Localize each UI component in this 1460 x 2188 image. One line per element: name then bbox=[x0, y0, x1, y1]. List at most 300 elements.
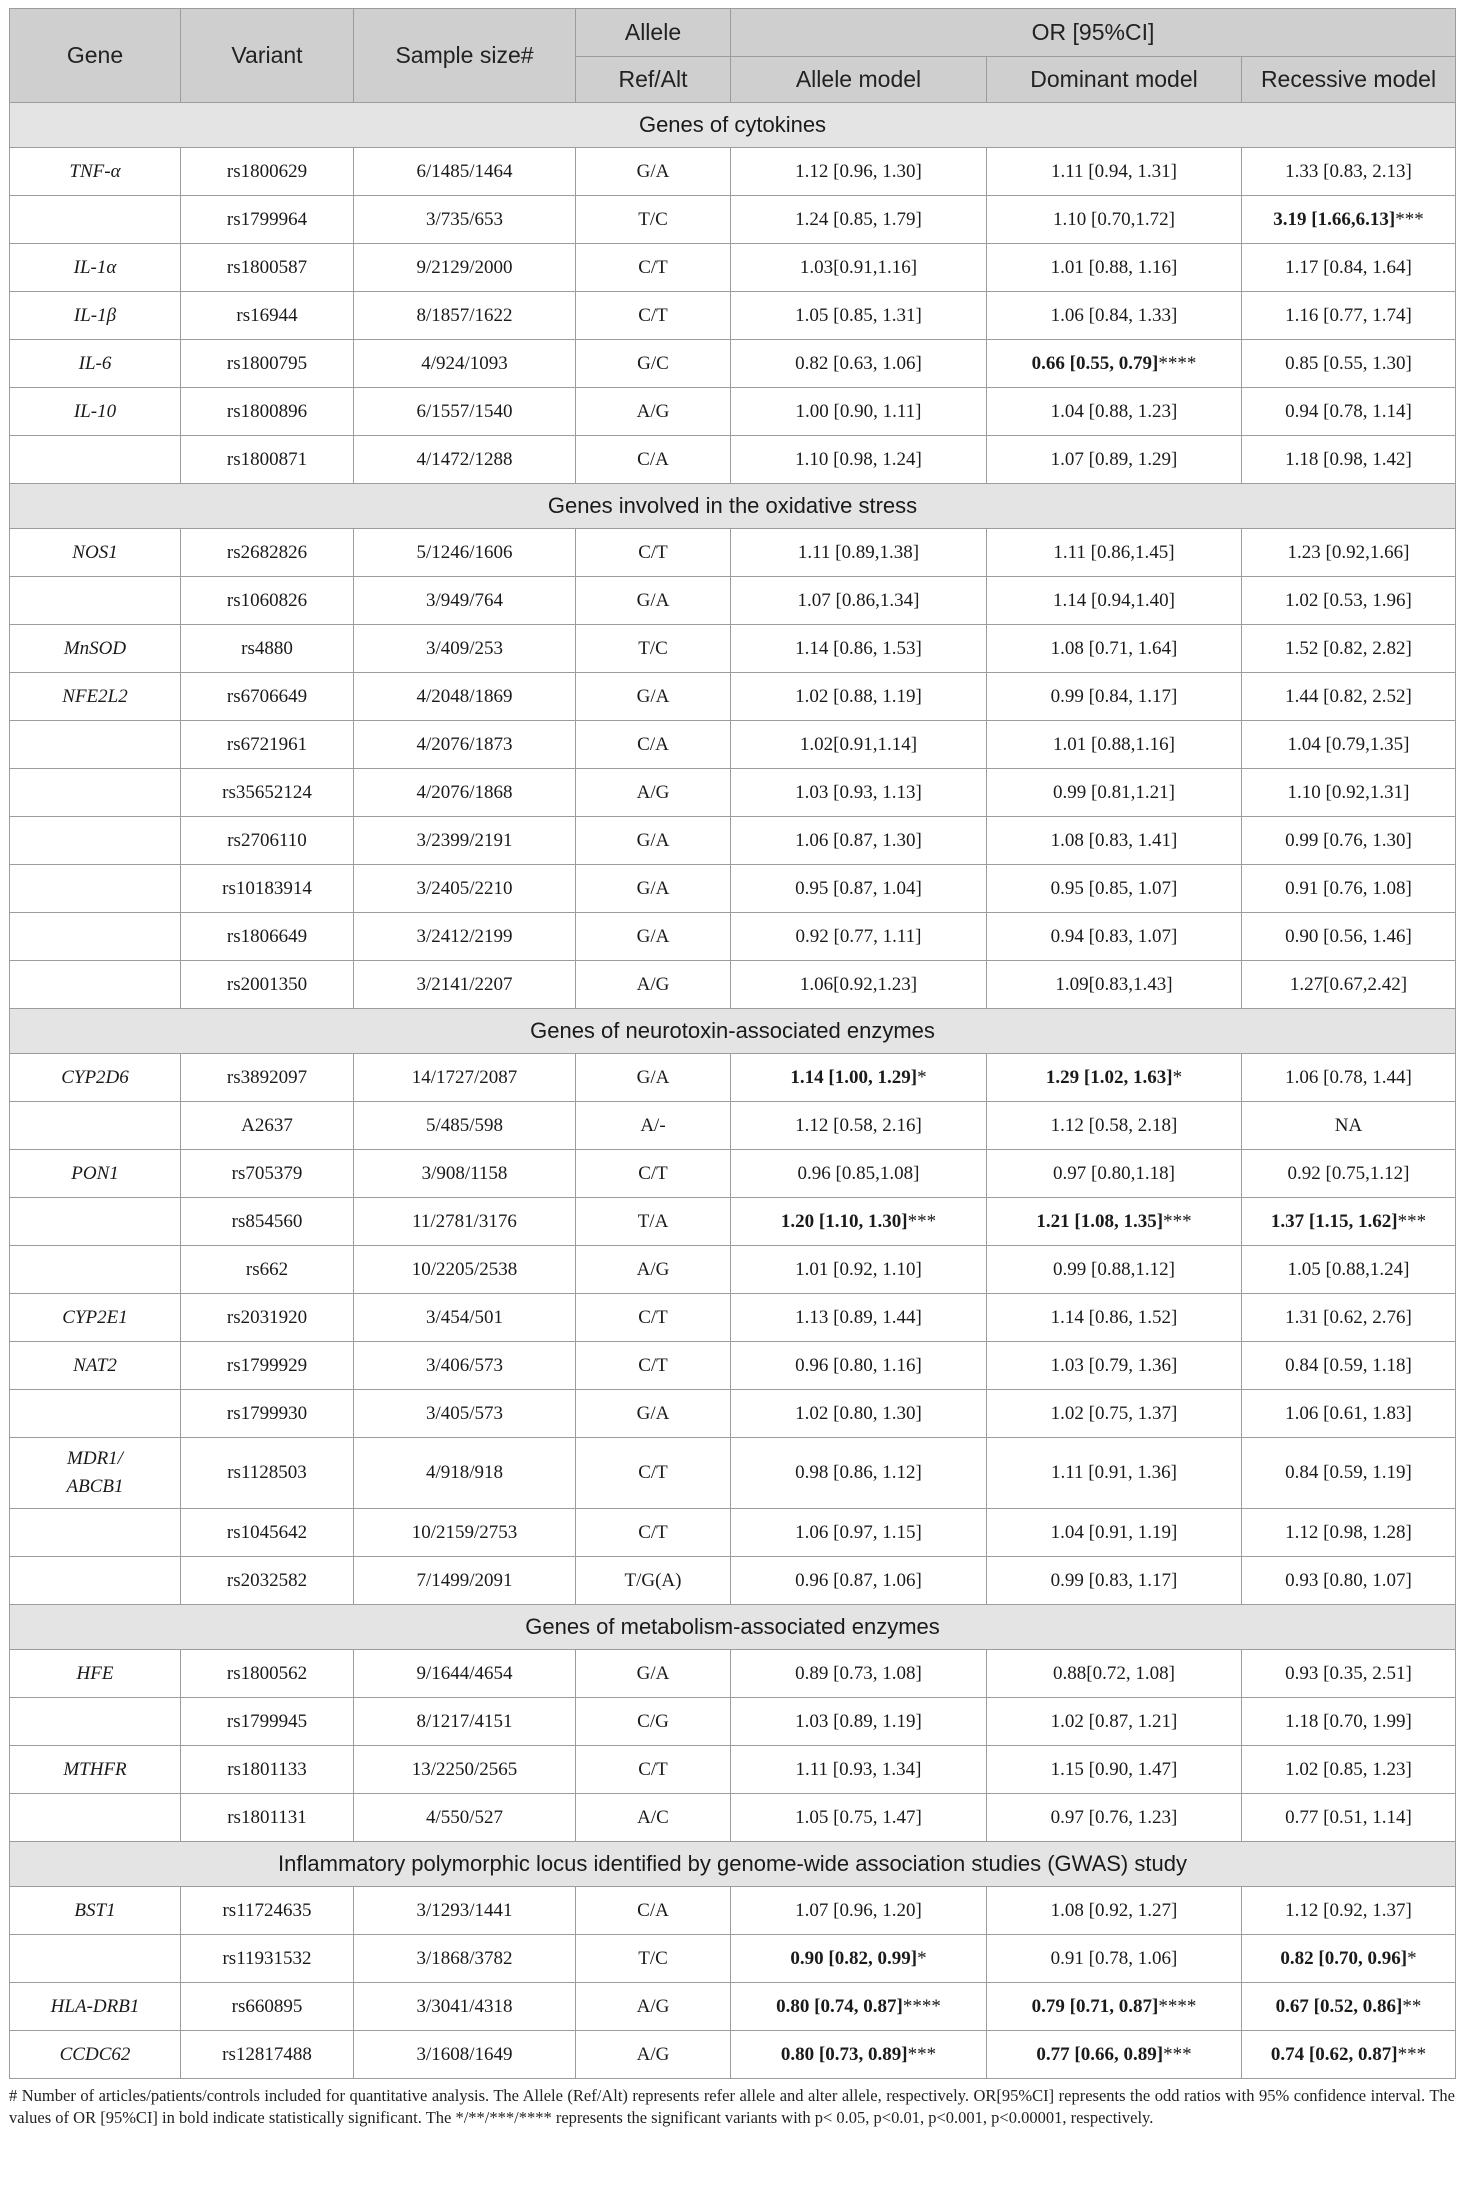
allele-model-value: 1.11 [0.89,1.38] bbox=[797, 541, 920, 563]
section-header-row bbox=[10, 103, 1456, 148]
dominant-model-value: 1.07 [0.89, 1.29] bbox=[1050, 448, 1178, 470]
recessive-model-cell bbox=[1242, 436, 1456, 484]
allele-model-value: 0.96 [0.80, 1.16] bbox=[795, 1354, 922, 1376]
recessive-model-cell bbox=[1242, 340, 1456, 388]
dominant-model-cell bbox=[987, 1935, 1242, 1983]
dominant-model-significance-stars: * bbox=[1172, 1066, 1183, 1088]
recessive-model-cell bbox=[1242, 721, 1456, 769]
allele-cell: G/A bbox=[576, 148, 731, 196]
allele-model-value: 1.03 [0.93, 1.13] bbox=[795, 781, 922, 803]
variant-cell: rs11724635 bbox=[181, 1887, 354, 1935]
recessive-model-cell bbox=[1242, 1557, 1456, 1605]
dominant-model-cell bbox=[987, 1509, 1242, 1557]
recessive-model-cell bbox=[1242, 388, 1456, 436]
recessive-model-value: 1.52 [0.82, 2.82] bbox=[1285, 637, 1412, 659]
allele-model-cell bbox=[731, 1698, 987, 1746]
gene-name: CYP2D6 bbox=[61, 1066, 129, 1088]
variant-cell: rs4880 bbox=[181, 625, 354, 673]
allele-cell: C/G bbox=[576, 1698, 731, 1746]
allele-model-cell bbox=[731, 1650, 987, 1698]
gene-cell bbox=[10, 196, 181, 244]
allele-model-cell bbox=[731, 1509, 987, 1557]
recessive-model-cell bbox=[1242, 577, 1456, 625]
recessive-model-cell bbox=[1242, 865, 1456, 913]
allele-model-significance-stars: * bbox=[917, 1947, 927, 1969]
table-container bbox=[9, 8, 1455, 2129]
dominant-model-cell bbox=[987, 1246, 1242, 1294]
allele-cell: T/A bbox=[576, 1198, 731, 1246]
variant-cell: rs660895 bbox=[181, 1983, 354, 2031]
allele-model-significant-value: 0.80 [0.74, 0.87] bbox=[776, 1995, 903, 2017]
recessive-model-value: 1.27[0.67,2.42] bbox=[1289, 973, 1408, 995]
dominant-model-value: 1.02 [0.87, 1.21] bbox=[1050, 1710, 1178, 1732]
dominant-model-cell bbox=[987, 1342, 1242, 1390]
header-ref-alt: Ref/Alt bbox=[576, 57, 731, 103]
variant-cell: rs1801133 bbox=[181, 1746, 354, 1794]
sample-size-cell: 3/735/653 bbox=[354, 196, 576, 244]
gene-cell bbox=[10, 388, 181, 436]
gene-name: PON1 bbox=[71, 1162, 119, 1184]
dominant-model-value: 1.01 [0.88,1.16] bbox=[1053, 733, 1175, 755]
allele-model-value: 1.07 [0.86,1.34] bbox=[797, 589, 920, 611]
sample-size-cell: 10/2159/2753 bbox=[354, 1509, 576, 1557]
table-row bbox=[10, 529, 1456, 577]
table-row bbox=[10, 1509, 1456, 1557]
gene-cell bbox=[10, 340, 181, 388]
allele-model-cell bbox=[731, 673, 987, 721]
recessive-model-cell bbox=[1242, 1246, 1456, 1294]
table-row bbox=[10, 817, 1456, 865]
table-row bbox=[10, 1746, 1456, 1794]
dominant-model-value: 1.02 [0.75, 1.37] bbox=[1050, 1402, 1178, 1424]
allele-model-cell bbox=[731, 1102, 987, 1150]
gene-name: NFE2L2 bbox=[62, 685, 128, 707]
table-footnote: # Number of articles/patients/controls included for quantitative analysis. The Allele (Ref/Alt) represents refer allele and alter allele, respectively. OR[95%CI] represents the odd ratios with 95% confidence interval. The values of OR [95%CI] in bold indicate statistically significant. The */**/***/**** represents the significant variants with p< 0.05, p<0.01, p<0.001, p<0.00001, respectively. bbox=[9, 2086, 1455, 2127]
recessive-model-cell bbox=[1242, 196, 1456, 244]
table-row bbox=[10, 1054, 1456, 1102]
dominant-model-value: 0.97 [0.80,1.18] bbox=[1053, 1162, 1175, 1184]
variant-cell: rs1128503 bbox=[181, 1438, 354, 1509]
gene-cell bbox=[10, 1794, 181, 1842]
table-row bbox=[10, 196, 1456, 244]
header-allele: Allele bbox=[576, 9, 731, 57]
allele-model-value: 0.92 [0.77, 1.11] bbox=[795, 925, 922, 947]
gene-cell bbox=[10, 1650, 181, 1698]
recessive-model-cell bbox=[1242, 1150, 1456, 1198]
recessive-model-cell bbox=[1242, 769, 1456, 817]
table-row bbox=[10, 1150, 1456, 1198]
allele-model-value: 1.06 [0.97, 1.15] bbox=[795, 1521, 922, 1543]
allele-model-value: 1.03 [0.89, 1.19] bbox=[795, 1710, 922, 1732]
allele-model-cell bbox=[731, 1983, 987, 2031]
table-row bbox=[10, 1983, 1456, 2031]
dominant-model-value: 0.99 [0.81,1.21] bbox=[1053, 781, 1175, 803]
table-row bbox=[10, 1650, 1456, 1698]
allele-cell: A/C bbox=[576, 1794, 731, 1842]
allele-cell: G/A bbox=[576, 673, 731, 721]
dominant-model-value: 1.10 [0.70,1.72] bbox=[1053, 208, 1175, 230]
variant-cell: rs1799964 bbox=[181, 196, 354, 244]
recessive-model-value: 0.99 [0.76, 1.30] bbox=[1285, 829, 1412, 851]
table-row bbox=[10, 1438, 1456, 1509]
dominant-model-value: 1.14 [0.94,1.40] bbox=[1053, 589, 1175, 611]
sample-size-cell: 6/1557/1540 bbox=[354, 388, 576, 436]
allele-cell: C/A bbox=[576, 721, 731, 769]
recessive-model-value: 1.02 [0.85, 1.23] bbox=[1285, 1758, 1412, 1780]
recessive-model-cell bbox=[1242, 625, 1456, 673]
table-row bbox=[10, 1390, 1456, 1438]
header-dominant-model: Dominant model bbox=[987, 57, 1242, 103]
allele-model-cell bbox=[731, 529, 987, 577]
recessive-model-significance-stars: *** bbox=[1397, 2043, 1427, 2065]
dominant-model-cell bbox=[987, 1438, 1242, 1509]
table-row bbox=[10, 388, 1456, 436]
sample-size-cell: 8/1217/4151 bbox=[354, 1698, 576, 1746]
recessive-model-significance-stars: ** bbox=[1402, 1995, 1422, 2017]
table-row bbox=[10, 292, 1456, 340]
allele-model-cell bbox=[731, 1054, 987, 1102]
sample-size-cell: 11/2781/3176 bbox=[354, 1198, 576, 1246]
table-row bbox=[10, 1794, 1456, 1842]
section-header-row bbox=[10, 1842, 1456, 1887]
section-header-row bbox=[10, 484, 1456, 529]
dominant-model-value: 1.08 [0.92, 1.27] bbox=[1050, 1899, 1178, 1921]
gene-name: BST1 bbox=[74, 1899, 116, 1921]
sample-size-cell: 14/1727/2087 bbox=[354, 1054, 576, 1102]
variant-cell: rs10183914 bbox=[181, 865, 354, 913]
table-row bbox=[10, 1294, 1456, 1342]
table-row bbox=[10, 1198, 1456, 1246]
recessive-model-cell bbox=[1242, 1983, 1456, 2031]
recessive-model-cell bbox=[1242, 913, 1456, 961]
allele-model-significance-stars: * bbox=[917, 1066, 927, 1088]
variant-cell: rs662 bbox=[181, 1246, 354, 1294]
table-row bbox=[10, 721, 1456, 769]
sample-size-cell: 10/2205/2538 bbox=[354, 1246, 576, 1294]
sample-size-cell: 8/1857/1622 bbox=[354, 292, 576, 340]
dominant-model-cell bbox=[987, 673, 1242, 721]
allele-cell: C/T bbox=[576, 1746, 731, 1794]
gene-cell bbox=[10, 1698, 181, 1746]
allele-cell: G/C bbox=[576, 340, 731, 388]
recessive-model-significance-stars: *** bbox=[1397, 1210, 1427, 1232]
gene-name: CYP2E1 bbox=[62, 1306, 128, 1328]
dominant-model-cell bbox=[987, 1054, 1242, 1102]
allele-model-cell bbox=[731, 721, 987, 769]
allele-model-cell bbox=[731, 1438, 987, 1509]
variant-cell: rs1799945 bbox=[181, 1698, 354, 1746]
gene-name-line2: ABCB1 bbox=[66, 1476, 124, 1497]
recessive-model-significant-value: 0.74 [0.62, 0.87] bbox=[1270, 2043, 1398, 2065]
dominant-model-cell bbox=[987, 1650, 1242, 1698]
dominant-model-value: 1.15 [0.90, 1.47] bbox=[1050, 1758, 1178, 1780]
recessive-model-value: 0.77 [0.51, 1.14] bbox=[1285, 1806, 1412, 1828]
table-body bbox=[10, 103, 1456, 2079]
allele-model-cell bbox=[731, 2031, 987, 2079]
recessive-model-cell bbox=[1242, 1746, 1456, 1794]
recessive-model-value: NA bbox=[1334, 1114, 1363, 1136]
dominant-model-value: 1.11 [0.91, 1.36] bbox=[1051, 1462, 1177, 1483]
allele-model-value: 1.00 [0.90, 1.11] bbox=[795, 400, 922, 422]
dominant-model-cell bbox=[987, 1983, 1242, 2031]
gene-cell bbox=[10, 1294, 181, 1342]
dominant-model-cell bbox=[987, 1150, 1242, 1198]
allele-model-cell bbox=[731, 1342, 987, 1390]
sample-size-cell: 7/1499/2091 bbox=[354, 1557, 576, 1605]
allele-model-value: 0.96 [0.87, 1.06] bbox=[795, 1569, 922, 1591]
recessive-model-cell bbox=[1242, 1438, 1456, 1509]
header-gene: Gene bbox=[10, 9, 181, 103]
gene-cell bbox=[10, 436, 181, 484]
allele-model-cell bbox=[731, 388, 987, 436]
allele-model-cell bbox=[731, 148, 987, 196]
dominant-model-cell bbox=[987, 769, 1242, 817]
dominant-model-significant-value: 0.66 [0.55, 0.79] bbox=[1031, 352, 1159, 374]
allele-model-value: 1.05 [0.75, 1.47] bbox=[795, 1806, 922, 1828]
sample-size-cell: 5/485/598 bbox=[354, 1102, 576, 1150]
table-row bbox=[10, 340, 1456, 388]
gene-cell bbox=[10, 673, 181, 721]
allele-cell: G/A bbox=[576, 913, 731, 961]
sample-size-cell: 3/406/573 bbox=[354, 1342, 576, 1390]
gene-cell bbox=[10, 148, 181, 196]
table-row bbox=[10, 961, 1456, 1009]
recessive-model-cell bbox=[1242, 1509, 1456, 1557]
allele-model-value: 0.96 [0.85,1.08] bbox=[797, 1162, 920, 1184]
gene-name: IL-6 bbox=[78, 352, 112, 374]
allele-model-cell bbox=[731, 865, 987, 913]
dominant-model-value: 0.99 [0.83, 1.17] bbox=[1050, 1569, 1178, 1591]
gene-cell bbox=[10, 1054, 181, 1102]
gene-cell bbox=[10, 1102, 181, 1150]
variant-cell: rs1800896 bbox=[181, 388, 354, 436]
allele-cell: G/A bbox=[576, 865, 731, 913]
sample-size-cell: 3/908/1158 bbox=[354, 1150, 576, 1198]
dominant-model-value: 1.04 [0.91, 1.19] bbox=[1050, 1521, 1178, 1543]
gene-cell bbox=[10, 817, 181, 865]
table-row bbox=[10, 1557, 1456, 1605]
recessive-model-value: 1.33 [0.83, 2.13] bbox=[1285, 160, 1412, 182]
recessive-model-cell bbox=[1242, 1102, 1456, 1150]
variant-cell: A2637 bbox=[181, 1102, 354, 1150]
recessive-model-cell bbox=[1242, 1935, 1456, 1983]
variant-cell: rs2031920 bbox=[181, 1294, 354, 1342]
dominant-model-cell bbox=[987, 865, 1242, 913]
dominant-model-cell bbox=[987, 1698, 1242, 1746]
dominant-model-cell bbox=[987, 196, 1242, 244]
variant-cell: rs1801131 bbox=[181, 1794, 354, 1842]
variant-cell: rs2682826 bbox=[181, 529, 354, 577]
gene-cell bbox=[10, 1342, 181, 1390]
sample-size-cell: 3/2412/2199 bbox=[354, 913, 576, 961]
gene-name: IL-1β bbox=[73, 304, 117, 326]
sample-size-cell: 4/1472/1288 bbox=[354, 436, 576, 484]
allele-model-value: 1.12 [0.96, 1.30] bbox=[795, 160, 922, 182]
gene-name: HLA-DRB1 bbox=[50, 1995, 140, 2017]
allele-cell: T/C bbox=[576, 625, 731, 673]
recessive-model-cell bbox=[1242, 1054, 1456, 1102]
recessive-model-cell bbox=[1242, 1342, 1456, 1390]
allele-cell: C/T bbox=[576, 1294, 731, 1342]
or-table bbox=[9, 8, 1456, 2079]
gene-name: NAT2 bbox=[73, 1354, 117, 1376]
recessive-model-value: 0.84 [0.59, 1.18] bbox=[1285, 1354, 1412, 1376]
allele-model-cell bbox=[731, 1935, 987, 1983]
allele-cell: T/C bbox=[576, 196, 731, 244]
header-allele-model: Allele model bbox=[731, 57, 987, 103]
dominant-model-value: 0.99 [0.88,1.12] bbox=[1053, 1258, 1175, 1280]
dominant-model-value: 1.11 [0.86,1.45] bbox=[1053, 541, 1175, 563]
variant-cell: rs854560 bbox=[181, 1198, 354, 1246]
gene-cell bbox=[10, 292, 181, 340]
allele-model-value: 0.89 [0.73, 1.08] bbox=[795, 1662, 922, 1684]
gene-cell bbox=[10, 529, 181, 577]
gene-name: IL-1α bbox=[73, 256, 117, 278]
sample-size-cell: 3/2405/2210 bbox=[354, 865, 576, 913]
table-row bbox=[10, 1887, 1456, 1935]
table-row bbox=[10, 577, 1456, 625]
allele-cell: A/G bbox=[576, 388, 731, 436]
allele-model-cell bbox=[731, 1198, 987, 1246]
allele-model-cell bbox=[731, 340, 987, 388]
section-title: Inflammatory polymorphic locus identified by genome-wide association studies (GWAS) study bbox=[10, 1842, 1456, 1887]
allele-model-value: 0.95 [0.87, 1.04] bbox=[795, 877, 922, 899]
allele-model-significant-value: 0.90 [0.82, 0.99] bbox=[790, 1947, 918, 1969]
recessive-model-cell bbox=[1242, 529, 1456, 577]
allele-model-value: 1.01 [0.92, 1.10] bbox=[795, 1258, 922, 1280]
recessive-model-value: 1.06 [0.78, 1.44] bbox=[1285, 1066, 1412, 1088]
variant-cell: rs705379 bbox=[181, 1150, 354, 1198]
allele-model-cell bbox=[731, 1887, 987, 1935]
allele-model-significance-stars: *** bbox=[907, 1210, 937, 1232]
dominant-model-value: 0.97 [0.76, 1.23] bbox=[1050, 1806, 1178, 1828]
dominant-model-cell bbox=[987, 721, 1242, 769]
allele-model-cell bbox=[731, 1150, 987, 1198]
allele-model-cell bbox=[731, 1246, 987, 1294]
sample-size-cell: 3/2399/2191 bbox=[354, 817, 576, 865]
sample-size-cell: 3/949/764 bbox=[354, 577, 576, 625]
sample-size-cell: 3/454/501 bbox=[354, 1294, 576, 1342]
recessive-model-cell bbox=[1242, 1650, 1456, 1698]
allele-model-cell bbox=[731, 769, 987, 817]
dominant-model-cell bbox=[987, 961, 1242, 1009]
dominant-model-significance-stars: **** bbox=[1158, 352, 1197, 374]
recessive-model-value: 1.12 [0.92, 1.37] bbox=[1285, 1899, 1412, 1921]
gene-cell bbox=[10, 1935, 181, 1983]
allele-cell: C/A bbox=[576, 436, 731, 484]
allele-cell: A/G bbox=[576, 2031, 731, 2079]
table-row bbox=[10, 625, 1456, 673]
allele-model-significant-value: 1.20 [1.10, 1.30] bbox=[780, 1210, 908, 1232]
recessive-model-significant-value: 3.19 [1.66,6.13] bbox=[1273, 208, 1396, 230]
variant-cell: rs11931532 bbox=[181, 1935, 354, 1983]
variant-cell: rs1799929 bbox=[181, 1342, 354, 1390]
recessive-model-value: 1.31 [0.62, 2.76] bbox=[1285, 1306, 1412, 1328]
table-row bbox=[10, 1102, 1456, 1150]
dominant-model-cell bbox=[987, 1746, 1242, 1794]
recessive-model-cell bbox=[1242, 2031, 1456, 2079]
allele-cell: G/A bbox=[576, 1054, 731, 1102]
recessive-model-value: 1.16 [0.77, 1.74] bbox=[1285, 304, 1412, 326]
recessive-model-cell bbox=[1242, 244, 1456, 292]
table-row bbox=[10, 2031, 1456, 2079]
allele-model-cell bbox=[731, 1746, 987, 1794]
allele-cell: A/G bbox=[576, 961, 731, 1009]
dominant-model-cell bbox=[987, 436, 1242, 484]
variant-cell: rs16944 bbox=[181, 292, 354, 340]
allele-cell: G/A bbox=[576, 577, 731, 625]
allele-model-value: 1.10 [0.98, 1.24] bbox=[795, 448, 922, 470]
table-row bbox=[10, 436, 1456, 484]
recessive-model-cell bbox=[1242, 1794, 1456, 1842]
gene-name: IL-10 bbox=[73, 400, 117, 422]
recessive-model-cell bbox=[1242, 1698, 1456, 1746]
recessive-model-value: 0.85 [0.55, 1.30] bbox=[1285, 352, 1412, 374]
header-or-group: OR [95%CI] bbox=[731, 9, 1456, 57]
dominant-model-value: 1.01 [0.88, 1.16] bbox=[1050, 256, 1178, 278]
gene-cell bbox=[10, 913, 181, 961]
variant-cell: rs1806649 bbox=[181, 913, 354, 961]
variant-cell: rs1045642 bbox=[181, 1509, 354, 1557]
table-row bbox=[10, 148, 1456, 196]
variant-cell: rs1800587 bbox=[181, 244, 354, 292]
allele-cell: G/A bbox=[576, 817, 731, 865]
allele-cell: C/T bbox=[576, 1509, 731, 1557]
section-header-row bbox=[10, 1009, 1456, 1054]
gene-cell bbox=[10, 769, 181, 817]
allele-model-value: 0.98 [0.86, 1.12] bbox=[795, 1462, 922, 1483]
sample-size-cell: 4/2076/1873 bbox=[354, 721, 576, 769]
allele-cell: C/T bbox=[576, 292, 731, 340]
allele-cell: T/G(A) bbox=[576, 1557, 731, 1605]
recessive-model-value: 1.18 [0.70, 1.99] bbox=[1285, 1710, 1412, 1732]
dominant-model-cell bbox=[987, 2031, 1242, 2079]
recessive-model-cell bbox=[1242, 1887, 1456, 1935]
table-row bbox=[10, 673, 1456, 721]
allele-model-cell bbox=[731, 244, 987, 292]
dominant-model-cell bbox=[987, 913, 1242, 961]
gene-cell bbox=[10, 1983, 181, 2031]
header-sample-size: Sample size# bbox=[354, 9, 576, 103]
allele-cell: A/G bbox=[576, 1983, 731, 2031]
recessive-model-value: 1.18 [0.98, 1.42] bbox=[1285, 448, 1412, 470]
variant-cell: rs1800871 bbox=[181, 436, 354, 484]
variant-cell: rs1800562 bbox=[181, 1650, 354, 1698]
recessive-model-significant-value: 0.67 [0.52, 0.86] bbox=[1275, 1995, 1403, 2017]
variant-cell: rs35652124 bbox=[181, 769, 354, 817]
dominant-model-significant-value: 0.77 [0.66, 0.89] bbox=[1036, 2043, 1164, 2065]
table-row bbox=[10, 913, 1456, 961]
allele-cell: C/T bbox=[576, 529, 731, 577]
sample-size-cell: 3/3041/4318 bbox=[354, 1983, 576, 2031]
dominant-model-value: 1.08 [0.83, 1.41] bbox=[1050, 829, 1178, 851]
section-title: Genes involved in the oxidative stress bbox=[10, 484, 1456, 529]
variant-cell: rs12817488 bbox=[181, 2031, 354, 2079]
variant-cell: rs3892097 bbox=[181, 1054, 354, 1102]
gene-cell bbox=[10, 961, 181, 1009]
allele-model-value: 1.02[0.91,1.14] bbox=[799, 733, 918, 755]
dominant-model-cell bbox=[987, 388, 1242, 436]
dominant-model-value: 1.11 [0.94, 1.31] bbox=[1051, 160, 1177, 182]
recessive-model-significant-value: 0.82 [0.70, 0.96] bbox=[1280, 1947, 1408, 1969]
sample-size-cell: 5/1246/1606 bbox=[354, 529, 576, 577]
recessive-model-value: 1.02 [0.53, 1.96] bbox=[1285, 589, 1412, 611]
gene-name: HFE bbox=[76, 1662, 114, 1684]
dominant-model-cell bbox=[987, 1794, 1242, 1842]
sample-size-cell: 9/2129/2000 bbox=[354, 244, 576, 292]
table-row bbox=[10, 244, 1456, 292]
recessive-model-value: 1.10 [0.92,1.31] bbox=[1287, 781, 1410, 803]
